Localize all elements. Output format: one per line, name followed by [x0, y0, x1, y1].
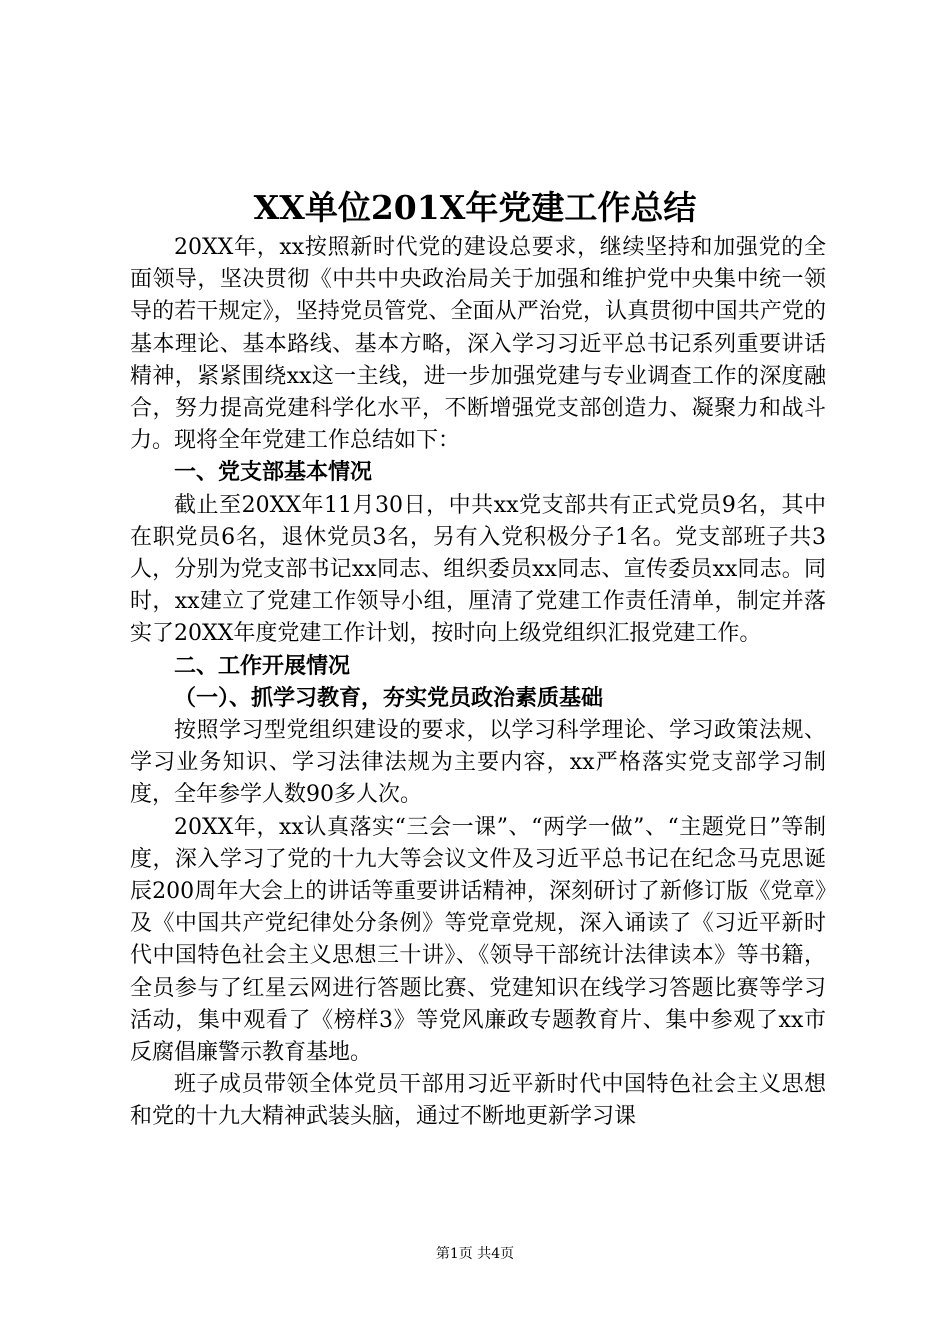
document-title: XX单位201X年党建工作总结 [253, 188, 697, 227]
section-1-paragraph: 截止至20XX年11月30日，中共xx党支部共有正式党员9名，其中在职党员6名，退休党员3名，另有入党积极分子1名。党支部班子共3人，分别为党支部书记xx同志、组织委员xx同志、宣传委员xx同志。同时，xx建立了党建工作领导小组，厘清了党建工作责任清单，制定并落实了20XX年度党建工作计划，按时向上级党组织汇报党建工作。 [130, 492, 826, 647]
page-number-footer: 第1页 共4页 [435, 1246, 515, 1262]
intro-paragraph: 20XX年，xx按照新时代党的建设总要求，继续坚持和加强党的全面领导，坚决贯彻《中共中央政治局关于加强和维护党中央集中统一领导的若干规定》，坚持党员管党、全面从严治党，认真贯彻中国共产党的基本理论、基本路线、基本方略，深入学习习近平总书记系列重要讲话精神，紧紧围绕xx这一主线，进一步加强党建与专业调查工作的深度融合，努力提高党建科学化水平，不断增强党支部创造力、凝聚力和战斗力。现将全年党建工作总结如下： [130, 235, 826, 454]
document-body [130, 232, 826, 1134]
subsection-1-paragraph-3: 班子成员带领全体党员干部用习近平新时代中国特色社会主义思想和党的十九大精神武装头脑，通过不断地更新学习课 [130, 1072, 826, 1130]
subsection-1-paragraph-2: 20XX年，xx认真落实“三会一课”、“两学一做”、“主题党日”等制度，深入学习了党的十九大等会议文件及习近平总书记在纪念马克思诞辰200周年大会上的讲话等重要讲话精神，深刻研讨了新修订版《党章》及《中国共产党纪律处分条例》等党章党规，深入诵读了《习近平新时代中国特色社会主义思想三十讲》、《领导干部统计法律读本》等书籍，全员参与了红星云网进行答题比赛、党建知识在线学习答题比赛等学习活动，集中观看了《榜样3》等党风廉政专题教育片、集中参观了xx市反腐倡廉警示教育基地。 [130, 814, 826, 1066]
section-heading-1: 一、党支部基本情况 [174, 460, 373, 486]
subsection-heading-1: （一）、抓学习教育，夯实党员政治素质基础 [174, 685, 604, 711]
section-heading-2: 二、工作开展情况 [174, 653, 351, 679]
subsection-1-paragraph-1: 按照学习型党组织建设的要求，以学习科学理论、学习政策法规、学习业务知识、学习法律法规为主要内容，xx严格落实党支部学习制度，全年参学人数90多人次。 [130, 718, 826, 808]
